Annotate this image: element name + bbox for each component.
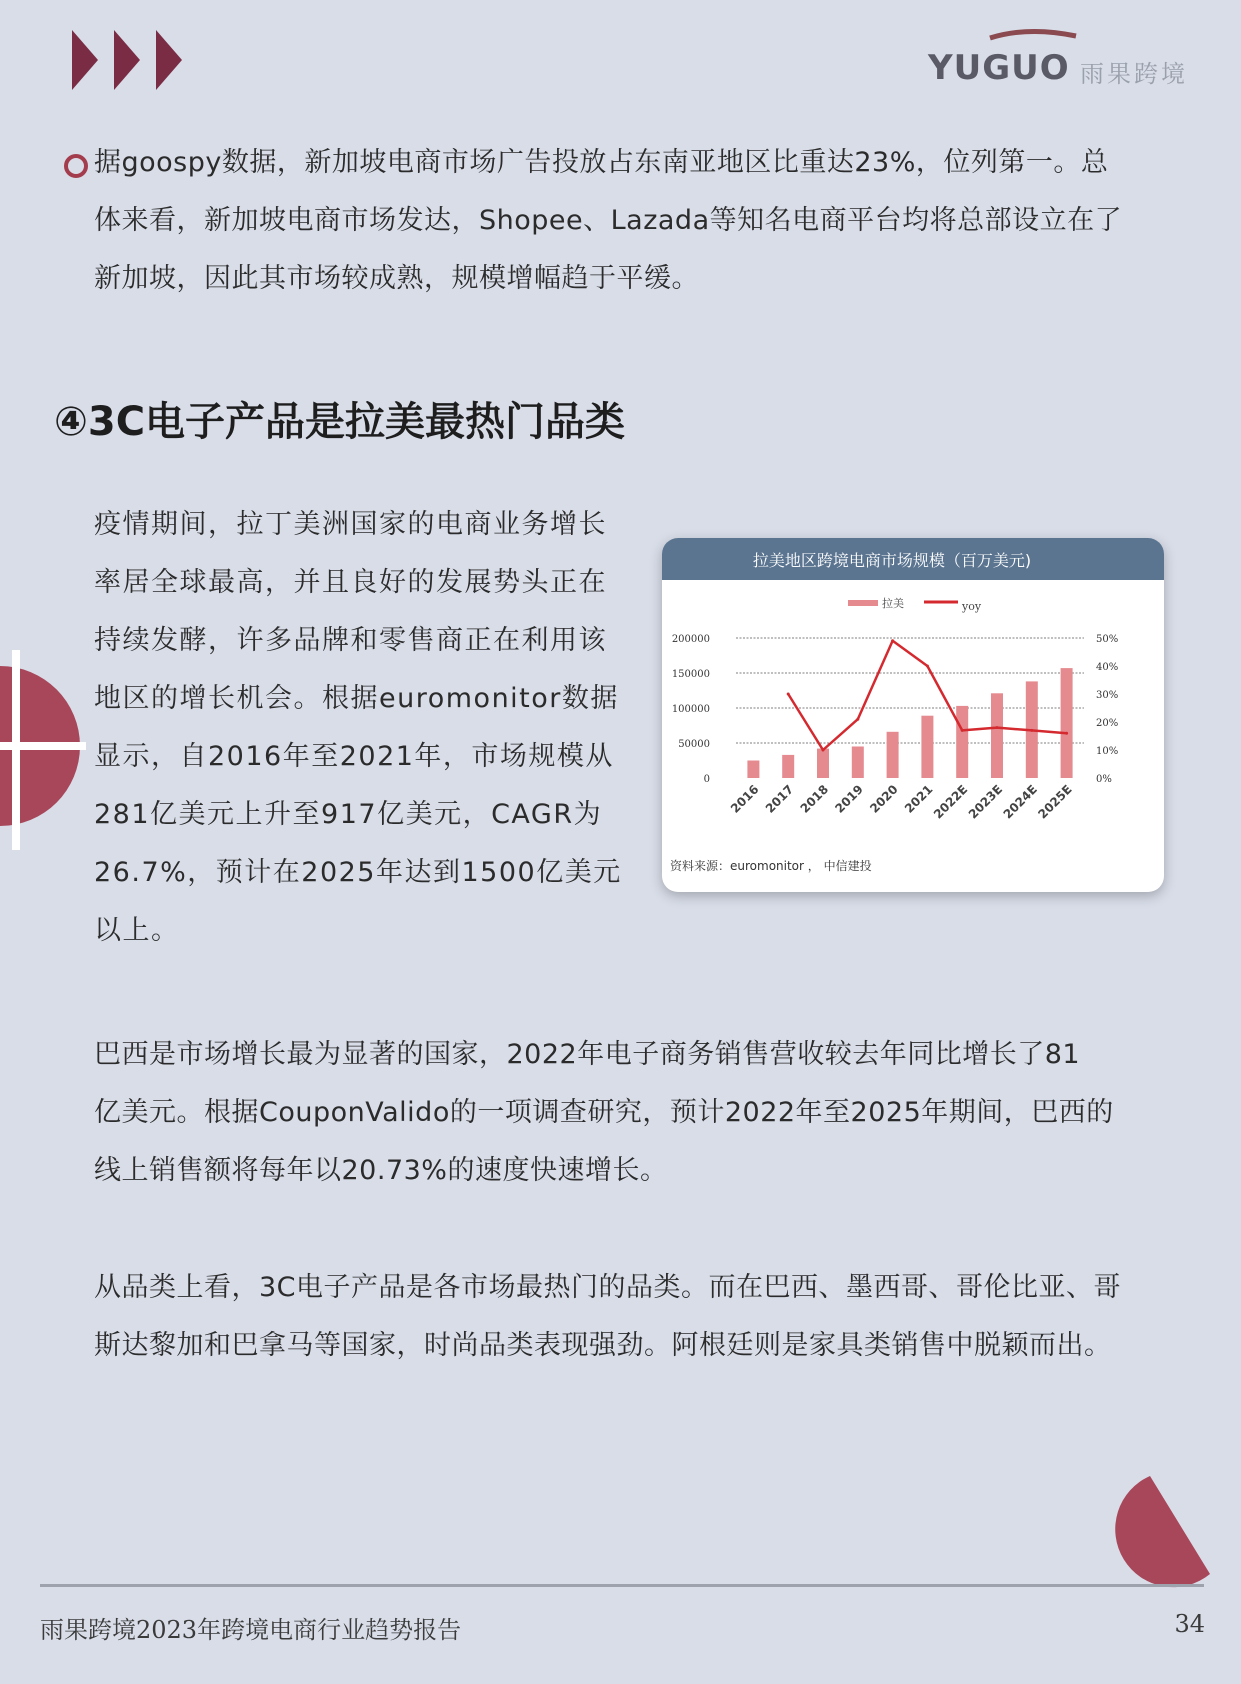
y-right-tick-label: 50% (1096, 634, 1119, 645)
bar (782, 755, 794, 778)
yoy-point (1065, 732, 1068, 735)
yoy-point (891, 639, 894, 642)
x-tick-label: 2017 (762, 782, 797, 816)
latam-line: 以上。 (94, 915, 180, 946)
y-right-tick-label: 10% (1096, 746, 1119, 757)
yoy-point (1030, 729, 1033, 732)
yuguo-logo (928, 26, 1198, 86)
y-left-tick-label: 100000 (671, 704, 710, 715)
triple-arrow-icon (72, 30, 192, 90)
bar (817, 749, 829, 778)
latam-line: 率居全球最高，并且良好的发展势头正在 (94, 567, 607, 598)
legend-label: yoy (962, 600, 982, 613)
x-tick-label: 2023E (965, 782, 1006, 822)
x-tick-label: 2024E (1000, 782, 1040, 822)
chart-title: 拉美地区跨境电商市场规模（百万美元) (752, 551, 1032, 570)
category-line: 斯达黎加和巴拿马等国家，时尚品类表现强劲。阿根廷则是家具类销售中脱颖而出。 (94, 1330, 1112, 1361)
bar (956, 706, 968, 778)
logo-chinese-text: 雨果跨境 (1080, 60, 1188, 88)
y-left-tick-label: 0 (703, 774, 710, 785)
yoy-point (822, 749, 825, 752)
category-paragraph (94, 1259, 1121, 1375)
brazil-line: 巴西是市场增长最为显著的国家，2022年电子商务销售营收较去年同比增长了81 (94, 1039, 1081, 1070)
y-left-tick-label: 200000 (671, 634, 710, 645)
legend-label: 拉美 (882, 597, 904, 610)
intro-line: 据goospy数据，新加坡电商市场广告投放占东南亚地区比重达23%，位列第一。总 (94, 147, 1109, 178)
intro-line: 新加坡，因此其市场较成熟，规模增幅趋于平缓。 (94, 263, 699, 294)
chart-card (662, 538, 1164, 892)
y-right-tick-label: 0% (1096, 774, 1112, 785)
x-tick-label: 2021 (902, 782, 936, 816)
bar (991, 693, 1003, 778)
y-right-tick-label: 20% (1096, 718, 1119, 729)
page-number: 34 (1174, 1610, 1205, 1638)
y-right-tick-label: 40% (1096, 662, 1119, 673)
bar (747, 761, 759, 779)
bar (1061, 668, 1073, 778)
logo-swoosh-icon (988, 28, 1078, 42)
yoy-point (926, 665, 929, 668)
brazil-line: 亿美元。根据CouponValido的一项调查研究，预计2022年至2025年期间，巴西的 (94, 1097, 1114, 1128)
decorative-half-circle (0, 650, 90, 850)
section-title: ④3C电子产品是拉美最热门品类 (54, 399, 626, 445)
yoy-point (787, 693, 790, 696)
bar (852, 747, 864, 779)
x-tick-label: 2020 (867, 782, 901, 816)
decorative-quarter-circle (1110, 1476, 1220, 1596)
x-tick-label: 2019 (832, 782, 866, 816)
bullet-circle-icon (64, 154, 88, 178)
x-tick-label: 2018 (797, 782, 832, 816)
intro-paragraph (94, 134, 1122, 308)
legend-swatch-bar (848, 600, 878, 606)
yoy-point (996, 726, 999, 729)
yoy-point (961, 729, 964, 732)
latam-line: 显示，自2016年至2021年，市场规模从 (94, 741, 614, 772)
latam-line: 疫情期间，拉丁美洲国家的电商业务增长 (94, 509, 607, 540)
latam-line: 地区的增长机会。根据euromonitor数据 (94, 683, 619, 714)
logo-text: YUGUO (928, 48, 1070, 88)
latam-line: 持续发酵，许多品牌和零售商正在利用该 (94, 625, 607, 656)
latam-line: 26.7%，预计在2025年达到1500亿美元 (94, 857, 622, 888)
bar (887, 732, 899, 778)
bar (921, 716, 933, 778)
chart-source: 资料来源：euromonitor ， 中信建投 (670, 859, 872, 873)
intro-line: 体来看，新加坡电商市场发达，Shopee、Lazada等知名电商平台均将总部设立在了 (94, 205, 1123, 236)
category-line: 从品类上看，3C电子产品是各市场最热门的品类。而在巴西、墨西哥、哥伦比亚、哥 (94, 1272, 1122, 1303)
x-tick-label: 2016 (728, 782, 762, 816)
x-tick-label: 2025E (1035, 782, 1075, 822)
latam-market-chart (662, 538, 1164, 892)
brazil-line: 线上销售额将每年以20.73%的速度快速增长。 (94, 1155, 668, 1186)
y-left-tick-label: 50000 (678, 739, 710, 750)
yoy-point (856, 718, 859, 721)
y-right-tick-label: 30% (1096, 690, 1119, 701)
footer-divider (40, 1584, 1204, 1587)
footer-report-title: 雨果跨境2023年跨境电商行业趋势报告 (40, 1616, 462, 1644)
latam-paragraph (94, 496, 622, 960)
y-left-tick-label: 150000 (671, 669, 710, 680)
brazil-paragraph (94, 1026, 1114, 1200)
latam-line: 281亿美元上升至917亿美元，CAGR为 (94, 799, 603, 830)
x-tick-label: 2022E (930, 782, 971, 822)
